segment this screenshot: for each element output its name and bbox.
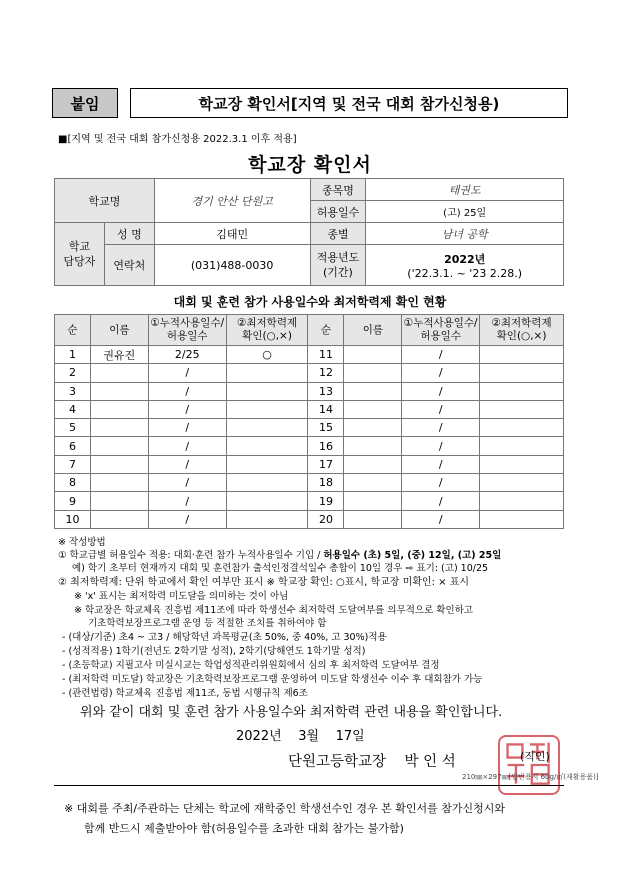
table-row bbox=[55, 364, 564, 382]
participant-name-cell bbox=[344, 455, 402, 473]
confirm-text: 위와 같이 대회 및 훈련 참가 사용일수와 최저학력 관련 내용을 확인합니다. bbox=[80, 705, 503, 720]
category-label: 종별 bbox=[310, 223, 366, 245]
participant-days-cell: / bbox=[148, 474, 226, 492]
note-1-bold: 허용일수 (초) 5일, (중) 12일, (고) 25일 bbox=[323, 550, 502, 561]
participant-days-cell: / bbox=[402, 419, 480, 437]
participant-no-cell: 18 bbox=[308, 474, 344, 492]
table-row bbox=[55, 474, 564, 492]
participant-check-cell bbox=[480, 364, 564, 382]
date-month: 3월 bbox=[298, 729, 320, 744]
note-2: ② 최저학력제: 단위 학교에서 확인 여부만 표시 ※ 학교장 확인: ○표시, 학교장 미확인: × 표시 bbox=[58, 577, 470, 588]
participants-header-cell: 이름 bbox=[90, 315, 148, 346]
detail-1: - (대상/기준) 초4 ~ 고3 / 해당학년 과목평균(초 50%, 중 40%, 고 30%)적용 bbox=[62, 632, 387, 643]
divider bbox=[54, 785, 564, 786]
participant-days-cell: / bbox=[148, 419, 226, 437]
participant-days-cell: / bbox=[148, 400, 226, 418]
year-label: 적용년도 (기간) bbox=[310, 245, 366, 286]
section-title: 대회 및 훈련 참가 사용일수와 최저학력제 확인 현황 bbox=[173, 295, 447, 309]
participants-header-cell: 순 bbox=[308, 315, 344, 346]
note-2-a: ※ 'x' 표시는 최저학력 미도달을 의미하는 것이 아님 bbox=[74, 591, 289, 602]
contact-value: (031)488-0030 bbox=[154, 245, 310, 286]
participant-check-cell bbox=[226, 364, 308, 382]
detail-4: - (최저학력 미도달) 학교장은 기초학력보장프로그램 운영하여 미도달 학생선수 이수 후 대회참가 가능 bbox=[62, 674, 483, 685]
participant-name-cell bbox=[90, 492, 148, 510]
participant-days-cell: / bbox=[402, 346, 480, 364]
header-title: 학교장 확인서[지역 및 전국 대회 참가신청용) bbox=[130, 88, 568, 118]
participant-no-cell: 5 bbox=[55, 419, 91, 437]
participant-days-cell: / bbox=[402, 474, 480, 492]
participant-name-cell bbox=[90, 400, 148, 418]
participant-check-cell bbox=[480, 382, 564, 400]
participant-no-cell: 2 bbox=[55, 364, 91, 382]
participants-header-cell: ①누적사용일수/ 허용일수 bbox=[402, 315, 480, 346]
detail-5: - (관련법령) 학교체육 진흥법 제11조, 동법 시행규칙 제6조 bbox=[62, 688, 308, 699]
footnote-2: 함께 반드시 제출받아야 함(허용일수를 초과한 대회 참가는 불가함) bbox=[84, 822, 404, 835]
participant-no-cell: 3 bbox=[55, 382, 91, 400]
participant-check-cell bbox=[226, 455, 308, 473]
note-2-b: ※ 학교장은 학교체육 진흥법 제11조에 따라 학생선수 최저학력 도달여부를 의무적으로 확인하고 bbox=[74, 605, 473, 616]
participant-check-cell bbox=[480, 510, 564, 528]
participant-check-cell bbox=[480, 474, 564, 492]
participant-name-cell bbox=[90, 437, 148, 455]
participant-check-cell bbox=[480, 492, 564, 510]
school-label: 학교명 bbox=[55, 179, 155, 223]
participant-days-cell: / bbox=[402, 400, 480, 418]
participant-name-cell bbox=[90, 419, 148, 437]
days-label: 허용일수 bbox=[310, 201, 366, 223]
detail-2: - (성적적용) 1학기(전년도 2학기말 성적), 2학기(당해연도 1학기말 성적) bbox=[62, 646, 366, 657]
days-value: (고) 25일 bbox=[366, 201, 564, 223]
table-row bbox=[55, 382, 564, 400]
participant-name-cell bbox=[90, 455, 148, 473]
notes-heading: ※ 작성방법 bbox=[58, 537, 106, 548]
participant-no-cell: 7 bbox=[55, 455, 91, 473]
participant-no-cell: 15 bbox=[308, 419, 344, 437]
participant-no-cell: 12 bbox=[308, 364, 344, 382]
participant-no-cell: 9 bbox=[55, 492, 91, 510]
date-day: 17일 bbox=[335, 729, 365, 744]
table-row bbox=[55, 455, 564, 473]
principal-signature: 단원고등학교장 박 인 석 bbox=[288, 754, 456, 770]
date-year: 2022년 bbox=[236, 729, 282, 744]
participant-no-cell: 8 bbox=[55, 474, 91, 492]
participant-days-cell: / bbox=[402, 455, 480, 473]
participants-header-row bbox=[55, 315, 564, 346]
applies-note: ■[지역 및 전국 대회 참가신청용 2022.3.1 이후 적용] bbox=[58, 134, 297, 145]
participants-table bbox=[54, 314, 564, 529]
participant-days-cell: / bbox=[148, 437, 226, 455]
manager-label: 학교 담당자 bbox=[55, 223, 105, 286]
name-value: 김태민 bbox=[154, 223, 310, 245]
table-row bbox=[55, 400, 564, 418]
participant-no-cell: 4 bbox=[55, 400, 91, 418]
category-value: 남녀 공학 bbox=[366, 223, 564, 245]
footnote-1: ※ 대회를 주최/주관하는 단체는 학교에 재학중인 학생선수인 경우 본 확인서를 참가신청시와 bbox=[64, 802, 506, 815]
document-title: 학교장 확인서 bbox=[248, 154, 372, 176]
table-row bbox=[55, 492, 564, 510]
note-1 bbox=[58, 549, 501, 562]
participant-check-cell bbox=[480, 400, 564, 418]
note-1-example: 예) 학기 초부터 현재까지 대회 및 훈련참가 출석인정결석일수 총합이 10일 경우 ⇨ 표기: (고) 10/25 bbox=[72, 563, 489, 574]
participant-name-cell bbox=[344, 492, 402, 510]
participant-name-cell bbox=[344, 400, 402, 418]
participants-header-cell: 이름 bbox=[344, 315, 402, 346]
participant-name-cell bbox=[344, 510, 402, 528]
participant-days-cell: / bbox=[402, 510, 480, 528]
official-seal-icon bbox=[498, 735, 560, 795]
participant-days-cell: / bbox=[402, 382, 480, 400]
participant-check-cell bbox=[226, 400, 308, 418]
issue-date bbox=[236, 725, 365, 744]
participant-check-cell bbox=[226, 510, 308, 528]
participant-no-cell: 13 bbox=[308, 382, 344, 400]
participant-name-cell bbox=[344, 437, 402, 455]
detail-3: - (초등학교) 지필고사 미실시교는 학업성적관리위원회에서 심의 후 최저학력 도달여부 결정 bbox=[62, 660, 440, 671]
school-value: 경기 안산 단원고 bbox=[154, 179, 310, 223]
participant-no-cell: 6 bbox=[55, 437, 91, 455]
participant-check-cell bbox=[226, 437, 308, 455]
participant-no-cell: 16 bbox=[308, 437, 344, 455]
attachment-tag: 붙임 bbox=[52, 88, 118, 118]
participants-header-cell: ②최저학력제 확인(○,×) bbox=[226, 315, 308, 346]
participant-days-cell: / bbox=[402, 364, 480, 382]
table-row bbox=[55, 510, 564, 528]
participant-check-cell bbox=[480, 419, 564, 437]
participant-name-cell bbox=[344, 474, 402, 492]
participant-no-cell: 17 bbox=[308, 455, 344, 473]
participant-check-cell bbox=[480, 437, 564, 455]
participant-name-cell bbox=[344, 419, 402, 437]
participant-check-cell bbox=[226, 492, 308, 510]
participant-days-cell: 2/25 bbox=[148, 346, 226, 364]
participant-check-cell bbox=[226, 419, 308, 437]
participant-check-cell bbox=[480, 346, 564, 364]
participant-days-cell: / bbox=[148, 492, 226, 510]
participant-check-cell bbox=[480, 455, 564, 473]
participant-days-cell: / bbox=[402, 492, 480, 510]
participant-days-cell: / bbox=[148, 364, 226, 382]
participant-no-cell: 11 bbox=[308, 346, 344, 364]
paper-size: 210㎜×297㎜[일반용지 60g/㎡(재활용품)] bbox=[462, 773, 599, 781]
participant-check-cell bbox=[226, 382, 308, 400]
event-label: 종목명 bbox=[310, 179, 366, 201]
participants-header-cell: ①누적사용일수/ 허용일수 bbox=[148, 315, 226, 346]
seal-label: (직인) bbox=[520, 750, 550, 763]
participant-days-cell: / bbox=[402, 437, 480, 455]
note-2-b2: 기초학력보장프로그램 운영 등 적절한 조치를 취하여야 함 bbox=[88, 618, 327, 629]
participant-name-cell bbox=[344, 364, 402, 382]
contact-label: 연락처 bbox=[104, 245, 154, 286]
participant-name-cell bbox=[90, 364, 148, 382]
participant-name-cell: 권유진 bbox=[90, 346, 148, 364]
participants-header-cell: 순 bbox=[55, 315, 91, 346]
year-value: 2022년 bbox=[444, 252, 486, 266]
participant-name-cell bbox=[344, 382, 402, 400]
school-info-table bbox=[54, 178, 564, 286]
participant-no-cell: 19 bbox=[308, 492, 344, 510]
participant-name-cell bbox=[90, 510, 148, 528]
participant-name-cell bbox=[344, 346, 402, 364]
participant-no-cell: 14 bbox=[308, 400, 344, 418]
table-row bbox=[55, 437, 564, 455]
note-1-text: ① 학교급별 허용일수 적용: 대회·훈련 참가 누적사용일수 기입 / bbox=[58, 550, 324, 561]
participant-name-cell bbox=[90, 474, 148, 492]
participants-header-cell: ②최저학력제 확인(○,×) bbox=[480, 315, 564, 346]
participant-no-cell: 20 bbox=[308, 510, 344, 528]
participant-no-cell: 10 bbox=[55, 510, 91, 528]
participant-check-cell: ○ bbox=[226, 346, 308, 364]
table-row bbox=[55, 346, 564, 364]
participant-days-cell: / bbox=[148, 510, 226, 528]
name-label: 성 명 bbox=[104, 223, 154, 245]
event-value: 태권도 bbox=[366, 179, 564, 201]
year-period: ('22.3.1. ~ '23 2.28.) bbox=[407, 266, 523, 280]
table-row bbox=[55, 419, 564, 437]
year-cell bbox=[366, 245, 564, 286]
participant-check-cell bbox=[226, 474, 308, 492]
participant-name-cell bbox=[90, 382, 148, 400]
participant-no-cell: 1 bbox=[55, 346, 91, 364]
participant-days-cell: / bbox=[148, 382, 226, 400]
participant-days-cell: / bbox=[148, 455, 226, 473]
